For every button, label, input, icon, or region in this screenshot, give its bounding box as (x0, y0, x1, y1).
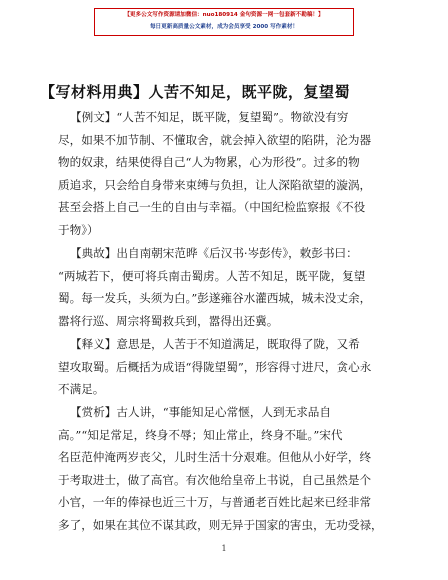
paragraph-line: 于物》） (58, 222, 99, 237)
paragraph-line: 质追求，只会给自身带来束缚与负担，让人深陷欲望的漩涡， (58, 177, 372, 192)
paragraph-allusion (58, 242, 388, 332)
paragraph-line: 名臣范仲淹两岁丧父，儿时生活十分艰难。但他从小好学，终 (58, 450, 372, 465)
paragraph-line: 多了，如果在其位不谋其政，则无异于国家的害虫，无功受禄， (58, 517, 383, 532)
paragraph-line: 【例文】“人苦不知足，既平陇，复望蜀”。物欲没有穷 (70, 110, 349, 124)
promo-banner-line-2: 每日更新高质量公文素材，成为会员享受 2000 写作素材！ (149, 24, 299, 30)
paragraph-line: 望攻取蜀。后概括为成语“得陇望蜀”，形容得寸进尺，贪心永 (58, 359, 372, 374)
paragraph-appreciation (58, 401, 388, 537)
paragraph-meaning (58, 333, 388, 401)
paragraph-example (58, 106, 388, 242)
promo-banner (94, 8, 354, 36)
paragraph-line: 不满足。 (58, 382, 105, 397)
paragraph-line: “两城若下，便可将兵南击蜀虏。人苦不知足，既平陇，复望 (58, 268, 366, 283)
paragraph-line: 小官，一年的俸禄也近三十万，与普通老百姓比起来已经非常 (58, 495, 372, 510)
paragraph-line: 嚣将行巡、周宗将蜀救兵到，嚣得出还冀。 (58, 313, 279, 328)
paragraph-line: 物的奴隶，结果使得自己“人为物累，心为形役”。过多的物 (58, 155, 360, 170)
promo-banner-line-1: 【更多公文写作资源请加微信：nuo180914 金句资源一网一包套新不勘稿！】 (124, 12, 324, 18)
paragraph-line: 【释义】意思是，人苦于不知道满足，既取得了陇，又希 (70, 337, 360, 351)
paragraph-line: 甚至会搭上自己一生的自由与幸福。（中国纪检监察报《不役 (58, 200, 366, 215)
paragraph-line: 尽，如果不加节制、不懂取舍，就会掉入欲望的陷阱，沦为器 (58, 132, 372, 147)
paragraph-line: 于考取进士，做了高官。有次他给皇帝上书说，自己虽然是个 (58, 472, 372, 487)
page-number: 1 (221, 544, 227, 553)
paragraph-line: 【典故】出自南朝宋范晔《后汉书·岑彭传》，敕彭书曰： (70, 246, 358, 260)
paragraph-line: 高。”“知足常足，终身不辱；知止常止，终身不耻。”宋代 (58, 427, 343, 442)
paragraph-line: 【赏析】古人讲，“事能知足心常惬，人到无求品自 (70, 405, 331, 419)
paragraph-line: 蜀。每一发兵，头须为白。”彭遂雍谷水灌西城，城未没丈余， (58, 291, 372, 306)
document-title: 【写材料用典】人苦不知足，既平陇，复望蜀 (40, 83, 351, 101)
